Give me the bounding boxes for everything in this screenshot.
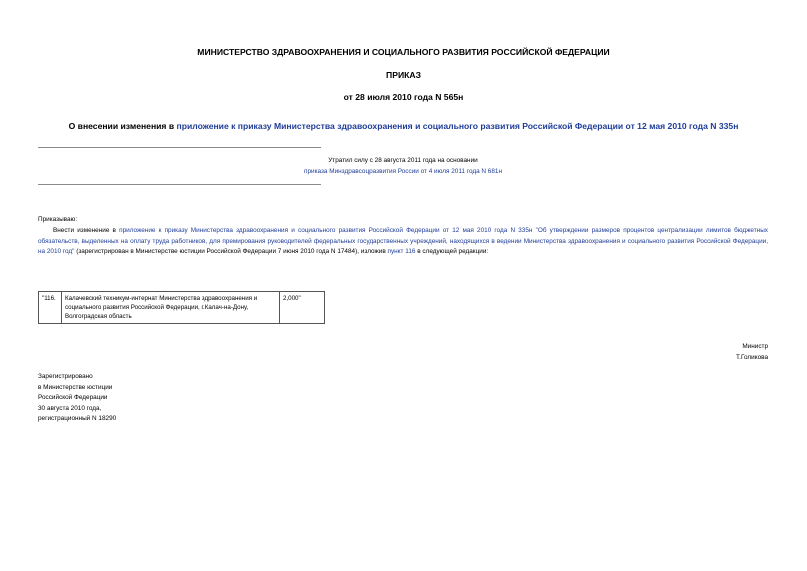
- item-number-cell: "116.: [39, 292, 62, 324]
- table-row: [39, 292, 325, 324]
- doc-title-link[interactable]: приложение к приказу Министерства здравоохранения и социального развития Российской Федерации от 12 мая 2010 года N 335н: [176, 121, 739, 131]
- paragraph-start: Внести изменение в: [53, 227, 120, 234]
- registration-line: регистрационный N 18290: [38, 415, 117, 422]
- signature-position: Министр: [742, 343, 768, 350]
- percent-value-cell: 2,000": [280, 292, 325, 324]
- signature-block: [736, 342, 768, 363]
- registration-line: Зарегистрировано: [38, 373, 93, 380]
- doc-type-heading: ПРИКАЗ: [386, 70, 421, 80]
- registration-line: 30 августа 2010 года,: [38, 404, 102, 412]
- status-divider-top: [38, 147, 321, 148]
- paragraph-link[interactable]: приложение к приказу Министерства здравоохранения и социального развития Российской Федерации от 12 мая 2010 года N 335н "Об утверждении размеров процентов централизации лимитов бюджетных обязательств, выделенных на оплату труда работников, для премирования руководителей федеральных государственных учреждений, находящихся в ведении Министерства здравоохранения и социального развития Российской Федерации, на 2010 год": [38, 227, 768, 256]
- status-link[interactable]: приказа Минздравсоцразвития России от 4 июля 2011 года N 681н: [303, 167, 503, 175]
- order-word: Приказываю:: [38, 216, 78, 223]
- amendment-table: [38, 291, 325, 324]
- registration-line: Российской Федерации: [38, 394, 108, 401]
- status-note: [200, 156, 606, 177]
- status-divider-bottom: [38, 184, 321, 185]
- registration-line: в Министерстве юстиции: [38, 383, 113, 391]
- paragraph-item-link[interactable]: пункт 116: [387, 248, 416, 256]
- order-paragraph: [38, 226, 768, 258]
- doc-date-number: от 28 июля 2010 года N 565н: [343, 92, 464, 102]
- signature-name: Т.Голикова: [735, 353, 768, 361]
- status-line: Утратил силу с 28 августа 2011 года на основании: [328, 157, 478, 164]
- doc-title-prefix: О внесении изменения в: [68, 121, 177, 131]
- doc-title: [0, 121, 807, 131]
- institution-name-cell: Калачевский техникум-интернат Министерства здравоохранения и социального развития Российской Федерации, г.Калач-на-Дону, Волгоградская область: [62, 292, 280, 324]
- ministry-heading: МИНИСТЕРСТВО ЗДРАВООХРАНЕНИЯ И СОЦИАЛЬНОГО РАЗВИТИЯ РОССИЙСКОЙ ФЕДЕРАЦИИ: [197, 47, 610, 57]
- paragraph-end: в следующей редакции:: [415, 248, 489, 256]
- registration-block: [38, 372, 116, 425]
- paragraph-middle: (зарегистрирован в Министерстве юстиции Российской Федерации 7 июня 2010 года N 17484), изложив: [74, 248, 388, 256]
